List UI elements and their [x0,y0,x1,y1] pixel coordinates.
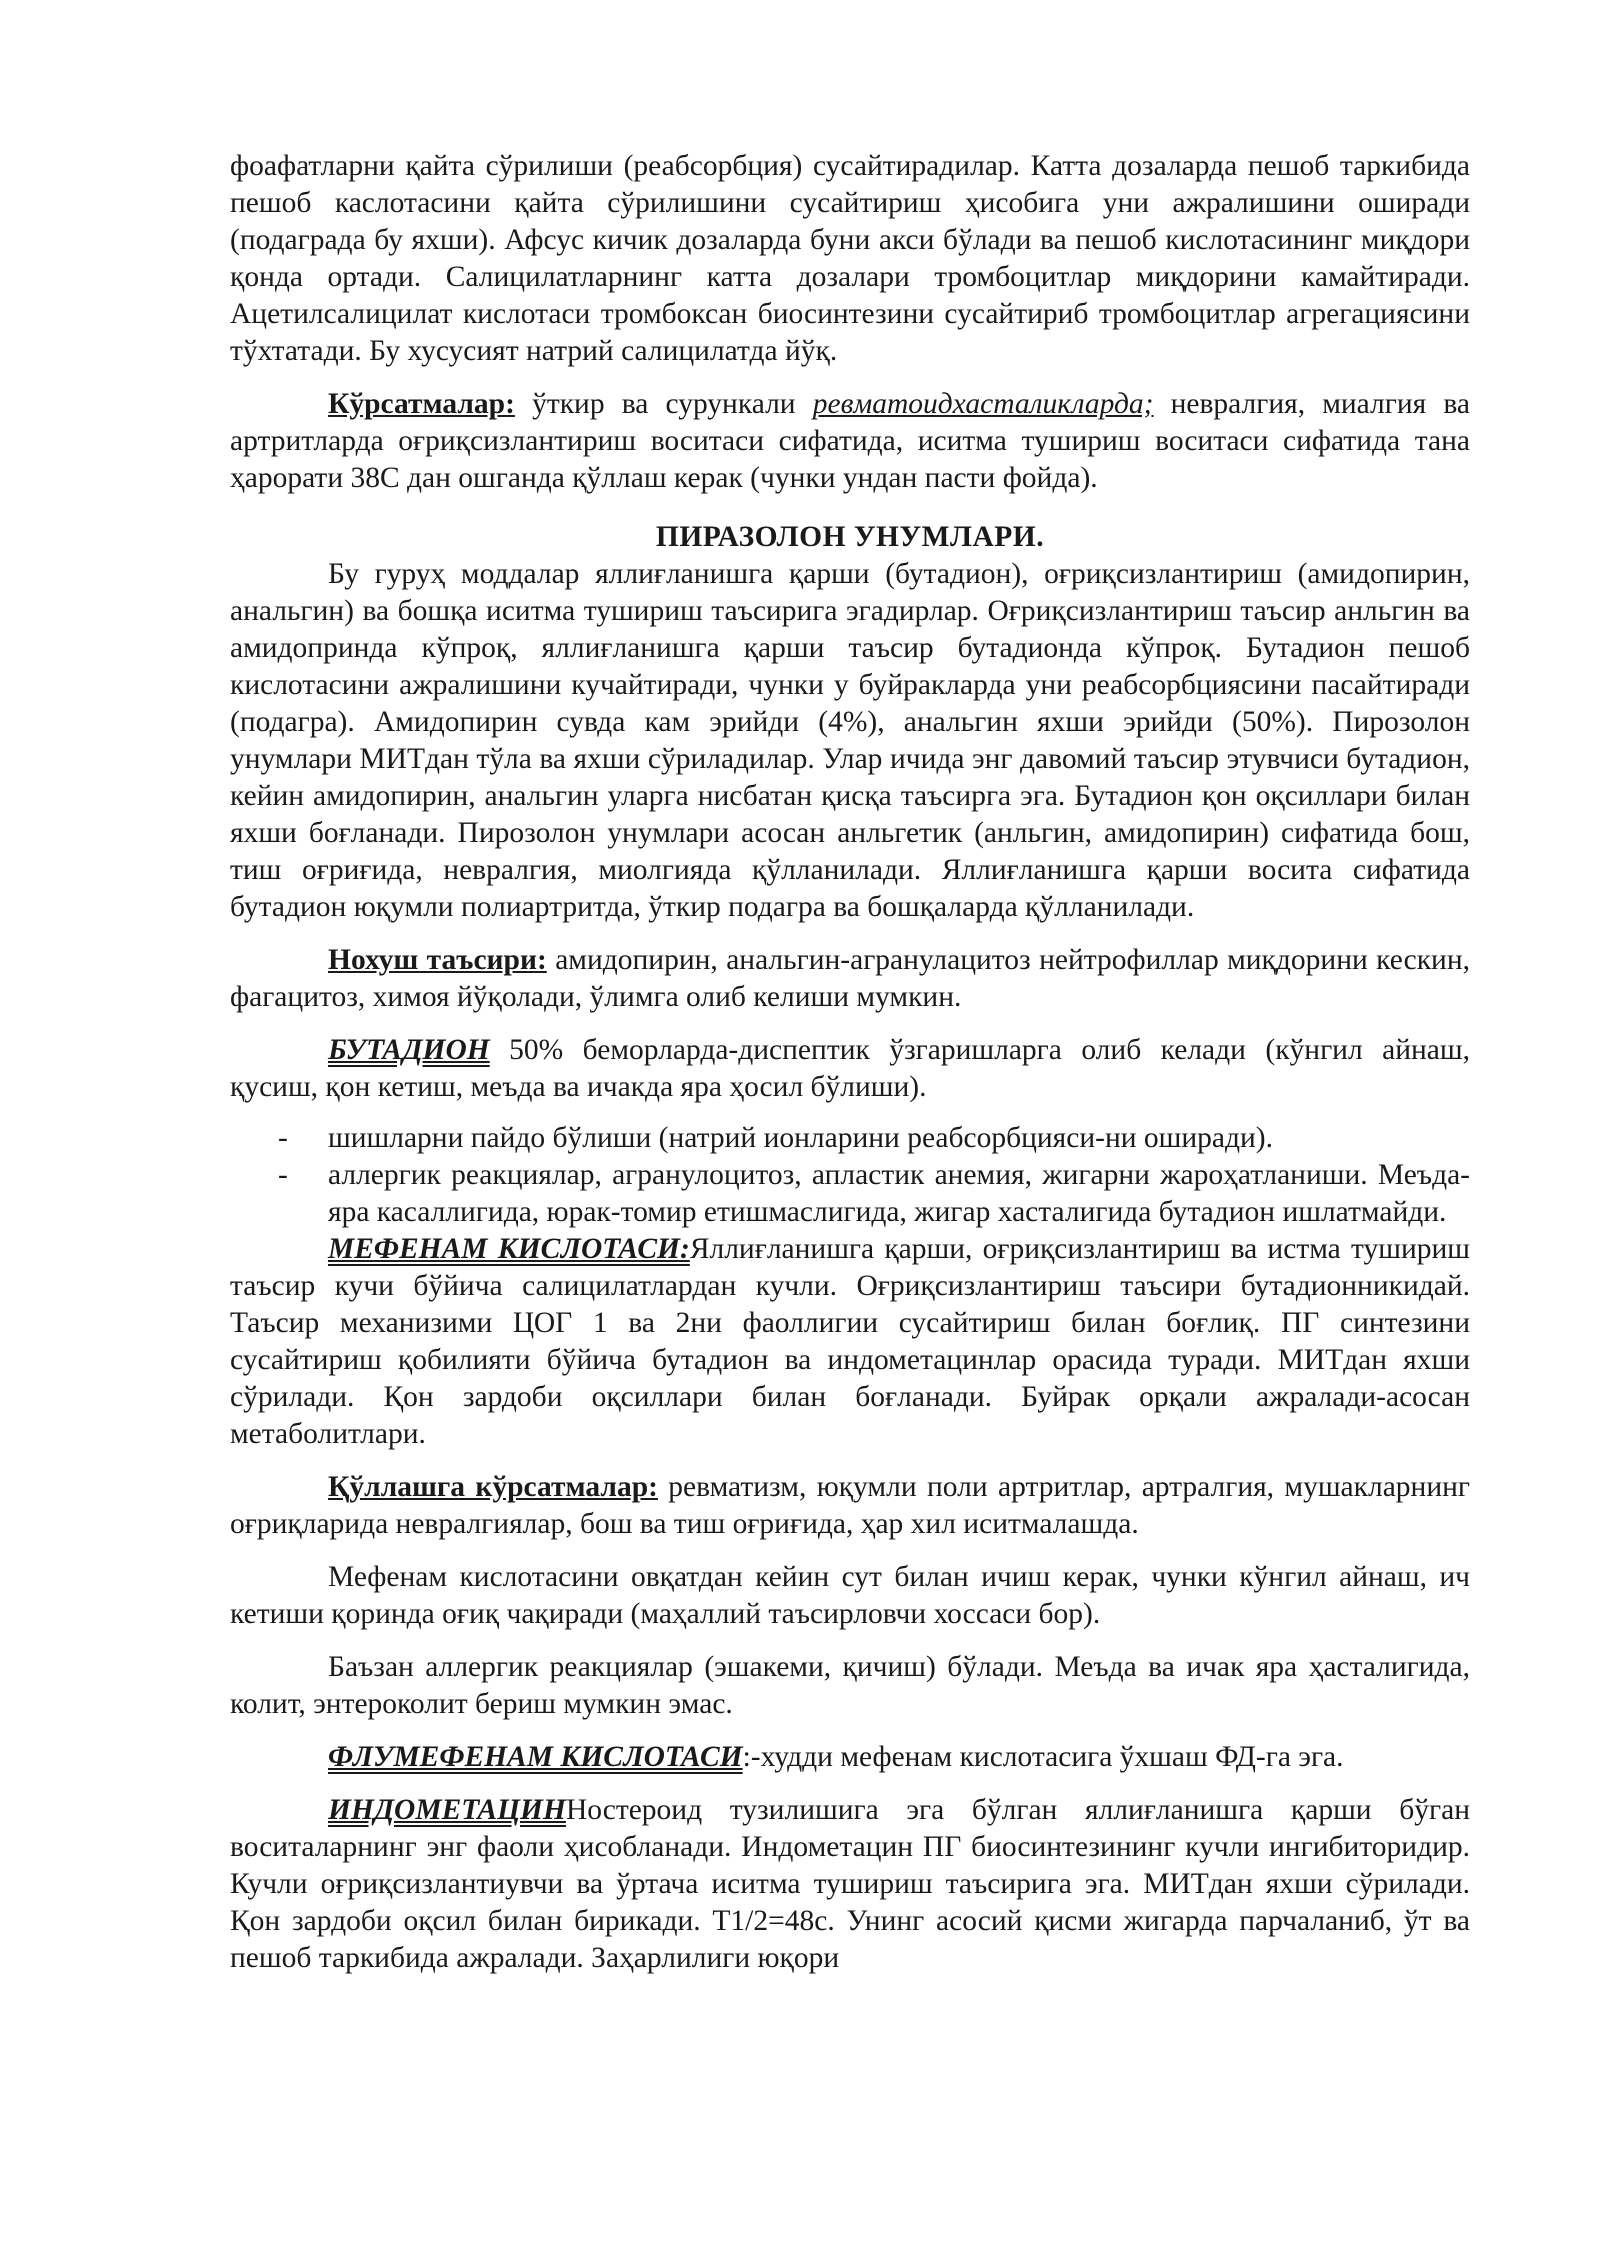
side-effects-label: Нохуш таъсири: [328,944,547,976]
indications-label: Кўрсатмалар: [328,388,515,420]
mefenamic-text: Яллиғланишга қарши, оғриқсизлантириш ва истма тушириш таъсир кучи бўйича салицилатлардан кучли. Оғриқсизлантириш таъсири бутадионникидай. Таъсир механизими ЦОГ 1 ва 2ни фаоллигии сусайтириш билан боғлиқ. ПГ синтезини сусайтириш қобилияти бўйича бутадион ва индометацинлар орасида туради. МИТдан яхши сўрилади. Қон зардоби оқсиллари билан боғланади. Буйрак орқали ажралади-асосан метаболитлари. [230,1233,1470,1450]
paragraph-indications [230,386,1470,497]
paragraph-mefenamic-acid [230,1231,1470,1453]
paragraph-salicylates-continued: фоафатларни қайта сўрилиши (реабсорбция) сусайтирадилар. Катта дозаларда пешоб таркибида пешоб каслотасини қайта сўрилишини сусайтириш ҳисобига уни ажралишини оширади (подаграда бу яхши). Афсус кичик дозаларда буни акси бўлади ва пешоб кислотасининг миқдори қонда ортади. Салицилатларнинг катта дозалари тромбоцитлар миқдорини камайтиради. Ацетилсалицилат кислотаси тромбоксан биосинтезини сусайтириб тромбоцитлар агрегациясини тўхтатади. Бу хусусият натрий салицилатда йўқ. [230,150,1470,367]
indications-text-2: невралгия, миалгия ва артритларда оғриқсизлантириш воситаси сифатида, иситма тушириш воситаси сифатида тана ҳарорати 38С дан ошганда қўллаш керак (чунки ундан пасти фойда). [230,388,1470,494]
list-item: - шишларни пайдо бўлиши (натрий ионларини реабсорбцияси-ни оширади). [230,1120,1470,1157]
side-effects-text: амидопирин, анальгин-агранулацитоз нейтрофиллар миқдорини кескин, фагацитоз, химоя йўқолади, ўлимга олиб келиши мумкин. [230,944,1470,1013]
flufenamic-text: :-худди мефенам кислотасига ўхшаш ФД-га эга. [742,1741,1344,1773]
indomethacin-text: Ностероид тузилишига эга бўлган яллиғланишга қарши бўган воситаларнинг энг фаоли ҳисобланади. Индометацин ПГ биосинтезининг кучли ингибиторидир. Кучли оғриқсизлантиувчи ва ўртача иситма тушириш таъсирига эга. МИТдан яхши сўрилади. Қон зардоби оқсил билан бирикади. Т1/2=48с. Унинг асосий қисми жигарда парчаланиб, ўт ва пешоб таркибида ажралади. Заҳарлилиги юқори [230,1794,1470,1974]
paragraph-side-effects [230,942,1470,1016]
paragraph-indomethacin [230,1792,1470,1977]
usage-indications-text: ревматизм, юқумли поли артритлар, артралгия, мушакларнинг оғриқларида невралгиялар, бош ва тиш оғриғида, ҳар хил иситмалашда. [230,1471,1471,1540]
paragraph-mefenamic-intake: Мефенам кислотасини овқатдан кейин сут билан ичиш керак, чунки кўнгил айнаш, ич кетиши қоринда оғиқ чақиради (маҳаллий таъсирловчи хоссаси бор). [230,1561,1470,1630]
paragraph-flufenamic-acid [230,1739,1470,1776]
paragraph-butadion [230,1032,1470,1106]
section-heading-pyrazolone: ПИРАЗОЛОН УНУМЛАРИ. [655,521,1045,553]
usage-indications-label: Қўллашга кўрсатмалар: [328,1471,658,1503]
paragraph-usage-indications [230,1469,1470,1543]
butadion-label: БУТАДИОН [328,1034,490,1066]
indications-emphasis: ревматоидхасталикларда; [812,388,1154,420]
indications-text-1: ўткир ва сурункали [514,388,813,420]
indomethacin-label: ИНДОМЕТАЦИН [328,1794,566,1826]
list-dash: - [278,1159,288,1191]
flufenamic-label: ФЛУМЕФЕНАМ КИСЛОТАСИ [328,1741,743,1773]
butadion-effects-list [230,1120,1470,1231]
mefenamic-label: МЕФЕНАМ КИСЛОТАСИ: [328,1233,690,1265]
paragraph-allergic-reactions: Баъзан аллергик реакциялар (эшакеми, қичиш) бўлади. Меъда ва ичак яра ҳасталигида, колит, энтероколит бериш мумкин эмас. [230,1651,1470,1720]
paragraph-pyrazolone: Бу гуруҳ моддалар яллиғланишга қарши (бутадион), оғриқсизлантириш (амидопирин, анальгин) ва бошқа иситма тушириш таъсирига эгадирлар. Оғриқсизлантириш таъсир анльгин ва амидопринда кўпроқ, яллиғланишга қарши таъсир бутадионда кўпроқ. Бутадион пешоб кислотасини ажралишини кучайтиради, чунки у буйракларда уни реабсорбциясини пасайтиради (подагра). Амидопирин сувда кам эрийди (4%), анальгин яхши эрийди (50%). Пирозолон унумлари МИТдан тўла ва яхши сўриладилар. Улар ичида энг давомий таъсир этувчиси бутадион, кейин амидопирин, анальгин уларга нисбатан қисқа таъсирга эга. Бутадион қон оқсиллари билан яхши боғланади. Пирозолон унумлари асосан анльгетик (анльгин, амидопирин) сифатида бош, тиш оғриғида, невралгия, миолгияда қўлланилади. Яллиғланишга қарши восита сифатида бутадион юқумли полиартритда, ўткир подагра ва бошқаларда қўлланилади. [230,558,1470,923]
list-item: - аллергик реакциялар, агранулоцитоз, апластик анемия, жигарни жароҳатланиши. Меъда-яра касаллигида, юрак-томир етишмаслигида, жигар хасталигида бутадион ишлатмайди. [278,1159,1470,1228]
list-dash: - [278,1122,288,1154]
butadion-text: 50% беморларда-диспептик ўзгаришларга олиб келади (кўнгил айнаш, қусиш, қон кетиш, меъда ва ичакда яра ҳосил бўлиши). [230,1034,1470,1103]
